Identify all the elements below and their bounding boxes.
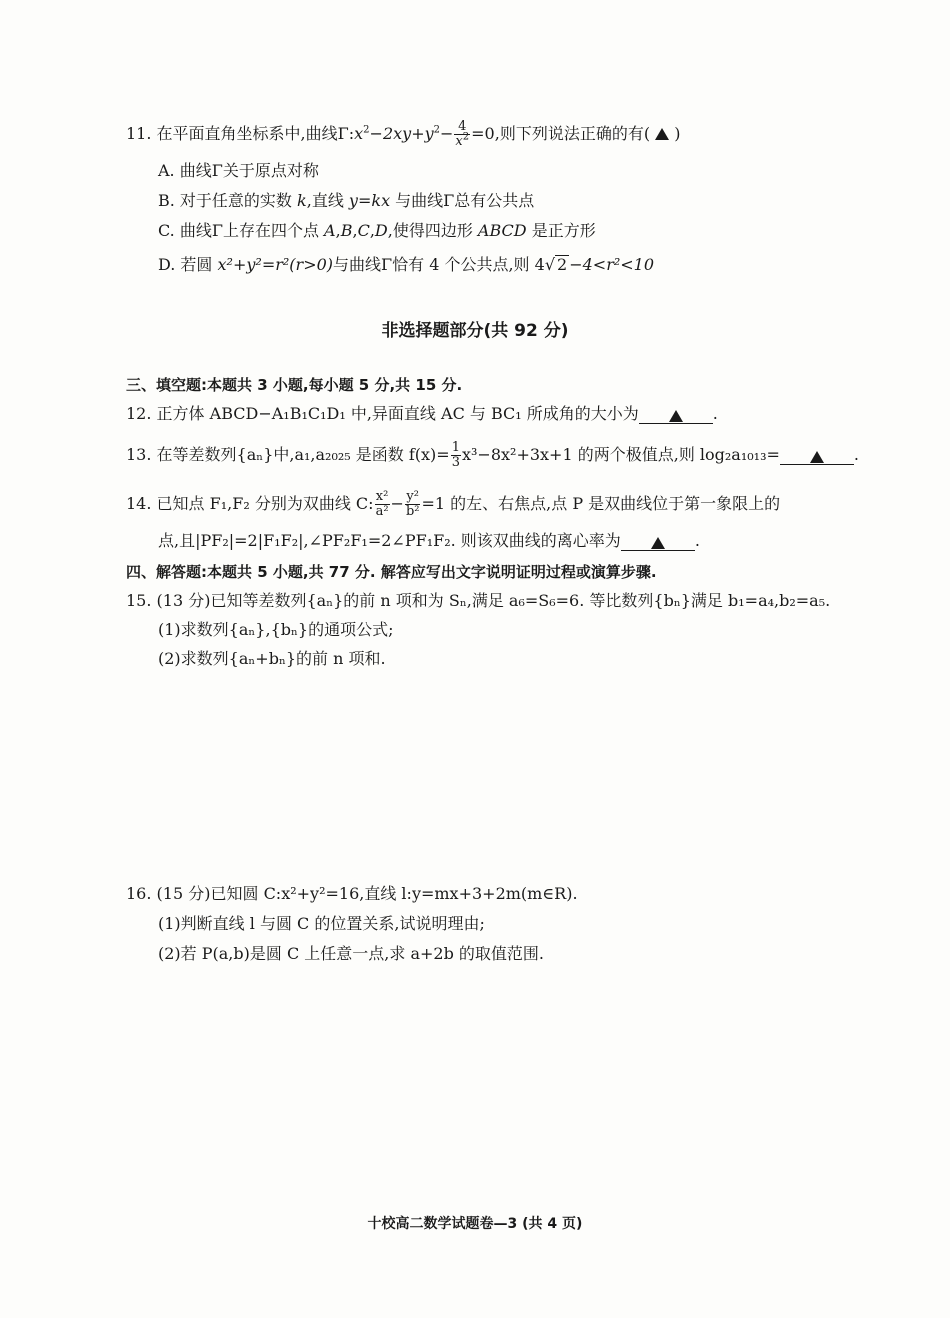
answer-triangle-icon bbox=[669, 410, 683, 422]
q11-option-a: A. 曲线Γ关于原点对称 bbox=[158, 161, 319, 180]
q13: 13. 在等差数列{aₙ}中,a₁,a₂₀₂₅ 是函数 f(x)= $\frac{1}{3}$ x³−8x²+3x+1 的两个极值点,则 log₂a₁₀₁₃= . bbox=[126, 440, 860, 470]
q14-fraction-2: $\frac{\text{y²}}{\text{b²}}$ bbox=[405, 489, 420, 519]
q14-line1: 14. 已知点 F₁,F₂ 分别为双曲线 C: $\frac{\text{x²}}{\text{a²}}$ − $\frac{\text{y²}}{\text{b²}}$ =1 的左、右焦点,点 P 是双曲线位于第一象限上的 bbox=[126, 489, 781, 519]
page-footer: 十校高二数学试题卷—3 (共 4 页) bbox=[367, 1216, 583, 1232]
q13-fraction: $\frac{1}{3}$ bbox=[451, 440, 460, 470]
q14-fraction-1: $\frac{\text{x²}}{\text{a²}}$ bbox=[375, 489, 389, 519]
answer-triangle-icon bbox=[655, 128, 669, 140]
answer-blank bbox=[780, 446, 854, 465]
q15-part1: (1)求数列{aₙ},{bₙ}的通项公式; bbox=[158, 620, 394, 639]
answer-triangle-icon bbox=[810, 451, 824, 463]
q16-stem: 16. (15 分)已知圆 C:x²+y²=16,直线 l:y=mx+3+2m(m∈R). bbox=[126, 884, 578, 903]
q15-part2: (2)求数列{aₙ+bₙ}的前 n 项和. bbox=[158, 649, 386, 668]
q11-number: 11. bbox=[126, 124, 152, 143]
answer-triangle-icon bbox=[651, 537, 665, 549]
sqrt-symbol: √ bbox=[544, 255, 556, 274]
q15-stem: 15. (13 分)已知等差数列{aₙ}的前 n 项和为 Sₙ,满足 a₆=S₆=6. 等比数列{bₙ}满足 b₁=a₄,b₂=a₅. bbox=[126, 591, 831, 610]
q11-option-c: C. 曲线Γ上存在四个点 A,B,C,D,使得四边形 ABCD 是正方形 bbox=[158, 221, 596, 240]
part3-header: 三、填空题:本题共 3 小题,每小题 5 分,共 15 分. bbox=[126, 376, 463, 394]
q11-fraction: $\frac{4}{x^2}$ bbox=[455, 119, 470, 149]
q11-option-d: D. 若圆 x²+y²=r²(r>0)与曲线Γ恰有 4 个公共点,则 4√ 2 −4<r²<10 bbox=[158, 255, 655, 274]
section-title: 非选择题部分(共 92 分) bbox=[381, 321, 569, 341]
q16-part2: (2)若 P(a,b)是圆 C 上任意一点,求 a+2b 的取值范围. bbox=[158, 944, 544, 963]
q11-stem: 11. 在平面直角坐标系中,曲线$\Gamma:x^2-2xy+y^2-$ $\frac{4}{x^2}$ =0,则下列说法正确的有( ) bbox=[126, 119, 681, 149]
q16-part1: (1)判断直线 l 与圆 C 的位置关系,试说明理由; bbox=[158, 914, 485, 933]
answer-blank bbox=[621, 532, 695, 551]
part4-header: 四、解答题:本题共 5 小题,共 77 分. 解答应写出文字说明证明过程或演算步骤. bbox=[126, 563, 657, 581]
q12: 12. 正方体 ABCD−A₁B₁C₁D₁ 中,异面直线 AC 与 BC₁ 所成角的大小为 . bbox=[126, 404, 718, 423]
answer-blank bbox=[639, 405, 713, 424]
q11-option-b: B. 对于任意的实数 k,直线 y=kx 与曲线Γ总有公共点 bbox=[158, 191, 535, 210]
q14-line2: 点,且|PF₂|=2|F₁F₂|,∠PF₂F₁=2∠PF₁F₂. 则该双曲线的离心率为 . bbox=[158, 531, 700, 550]
